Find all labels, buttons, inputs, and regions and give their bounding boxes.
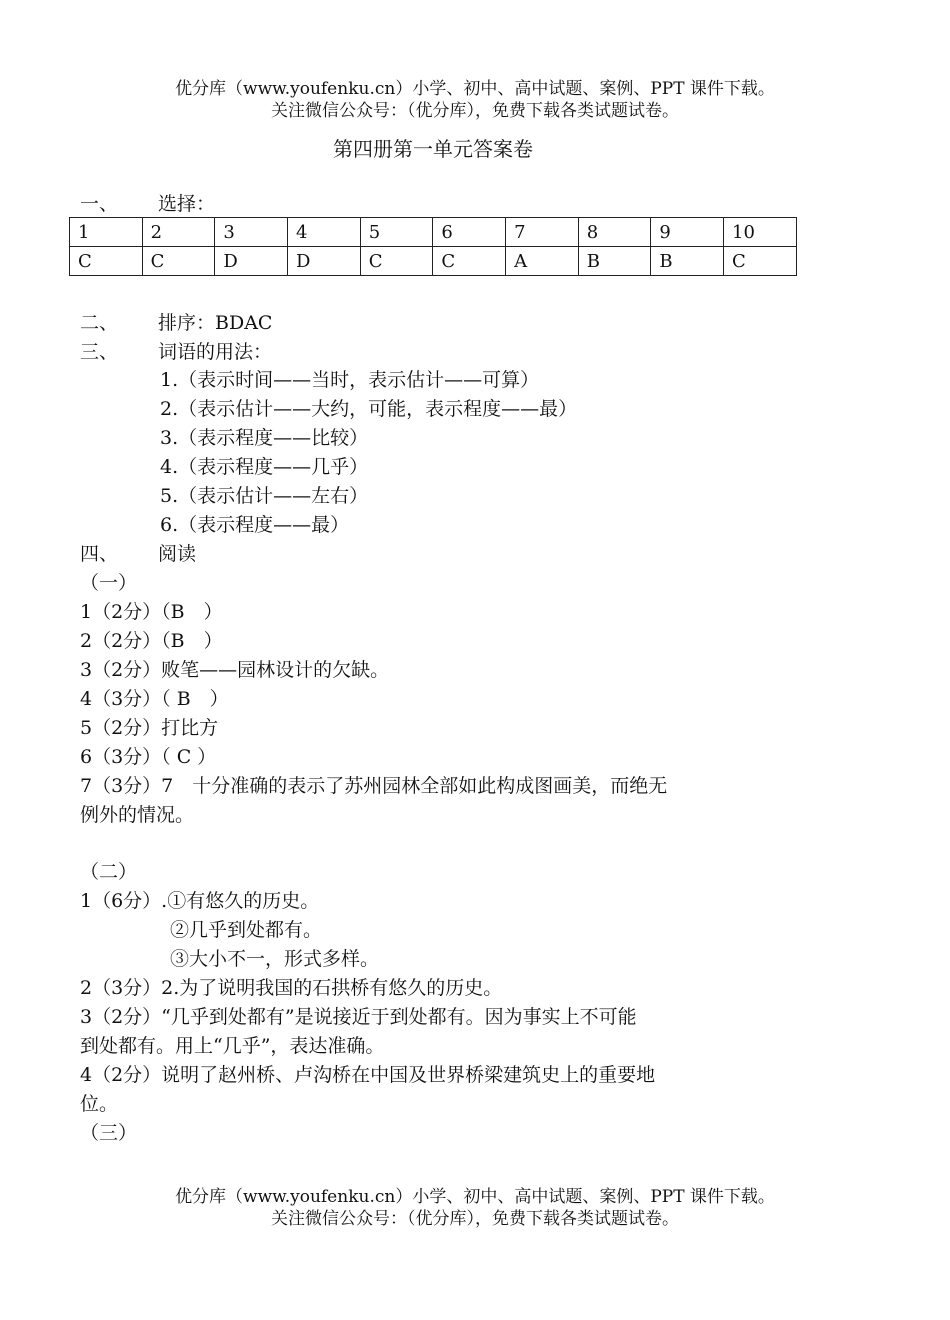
part-1-line: 7（3分）7 十分准确的表示了苏州园林全部如此构成图画美，而绝无 (80, 775, 668, 797)
section-3-number: 三、 (80, 341, 119, 363)
section-2-number: 二、 (80, 312, 119, 334)
section-1-number: 一、 (80, 193, 119, 215)
part-1-line: 5（2分）打比方 (80, 717, 219, 739)
section-2-label: 排序：BDAC (158, 312, 273, 334)
table-cell: C (360, 247, 433, 276)
table-cell: C (724, 247, 797, 276)
table-cell: A (506, 247, 579, 276)
table-cell: 8 (578, 218, 651, 247)
part-1-line: 6（3分）（ C ） (80, 746, 217, 768)
section-4-label: 阅读 (158, 543, 197, 565)
table-cell: B (651, 247, 724, 276)
part-1-line: 1（2分）（B ） (80, 601, 223, 623)
section-3-label: 词语的用法： (158, 341, 273, 363)
table-cell: 2 (142, 218, 215, 247)
part-1-line: 3（2分）败笔——园林设计的欠缺。 (80, 659, 390, 681)
table-cell: D (215, 247, 288, 276)
part-2-q1: 1（6分）.①有悠久的历史。 (80, 890, 320, 912)
part-2-q1-point-2: ②几乎到处都有。 (170, 919, 323, 941)
part-1-heading: （一） (80, 572, 138, 594)
table-cell: 9 (651, 218, 724, 247)
footer-line-2: 关注微信公众号：（优分库），免费下载各类试题试卷。 (271, 1209, 679, 1229)
header-line-1: 优分库（www.youfenku.cn）小学、初中、高中试题、案例、PPT 课件下载。 (175, 79, 775, 99)
page-footer (0, 1186, 950, 1230)
part-2-q2: 2（3分）2.为了说明我国的石拱桥有悠久的历史。 (80, 977, 503, 999)
table-cell: C (70, 247, 143, 276)
part-2-q1-point-3: ③大小不一，形式多样。 (170, 948, 380, 970)
part-3-heading: （三） (80, 1122, 138, 1144)
page-title: 第四册第一单元答案卷 (333, 137, 533, 161)
usage-item: 6.（表示程度——最） (160, 514, 350, 536)
part-2-q4-line-1: 4（2分）说明了赵州桥、卢沟桥在中国及世界桥梁建筑史上的重要地 (80, 1064, 656, 1086)
usage-item: 1.（表示时间——当时，表示估计——可算） (160, 369, 540, 391)
page-header (0, 78, 950, 122)
part-1-line: 4（3分）（ B ） (80, 688, 229, 710)
table-cell: 6 (433, 218, 506, 247)
table-cell: B (578, 247, 651, 276)
table-cell: C (433, 247, 506, 276)
part-2-q3-line-2: 到处都有。用上“几乎”，表达准确。 (80, 1035, 385, 1057)
usage-item: 2.（表示估计——大约，可能，表示程度——最） (160, 398, 578, 420)
table-row-numbers (70, 218, 797, 247)
table-cell: 5 (360, 218, 433, 247)
part-1-line: 2（2分）（B ） (80, 630, 223, 652)
table-cell: 7 (506, 218, 579, 247)
table-cell: 10 (724, 218, 797, 247)
table-cell: 3 (215, 218, 288, 247)
usage-item: 4.（表示程度——几乎） (160, 456, 369, 478)
part-2-q4-line-2: 位。 (80, 1093, 119, 1115)
section-4-heading (80, 540, 196, 568)
part-1-line: 例外的情况。 (80, 804, 195, 826)
section-1-label: 选择： (158, 193, 216, 215)
choice-answer-table (69, 217, 797, 276)
section-4-number: 四、 (80, 543, 119, 565)
usage-item: 5.（表示估计——左右） (160, 485, 369, 507)
header-line-2: 关注微信公众号：（优分库），免费下载各类试题试卷。 (271, 101, 679, 121)
table-cell: 1 (70, 218, 143, 247)
section-1-heading (80, 190, 215, 218)
table-row-answers (70, 247, 797, 276)
usage-item: 3.（表示程度——比较） (160, 427, 369, 449)
table-cell: C (142, 247, 215, 276)
table-cell: 4 (288, 218, 361, 247)
section-2-heading (80, 309, 272, 337)
footer-line-1: 优分库（www.youfenku.cn）小学、初中、高中试题、案例、PPT 课件下载。 (175, 1187, 775, 1207)
section-3-heading (80, 338, 272, 366)
part-2-q3-line-1: 3（2分）“几乎到处都有”是说接近于到处都有。因为事实上不可能 (80, 1006, 637, 1028)
part-2-heading: （二） (80, 861, 138, 883)
table-cell: D (288, 247, 361, 276)
